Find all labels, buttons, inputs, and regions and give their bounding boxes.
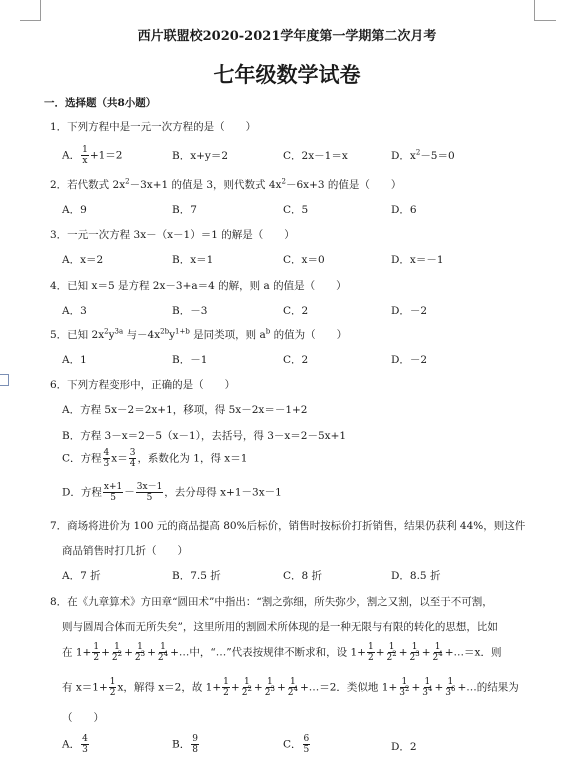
q2-option-a: A．9	[62, 204, 87, 216]
q6-option-b: B．方程 3－x＝2－5（x－1），去括号，得 3－x＝2－5x+1	[62, 430, 347, 442]
q2-option-c: C．5	[283, 204, 309, 216]
question-5-stem: 5．已知 $2x^2y^{3a}$ 与$-4x^{2b}y^{1+b}$ 是同类项，则 $a^b$ 的值为（ ）	[50, 327, 348, 341]
q7-option-b: B．7.5 折	[172, 570, 221, 582]
q6-option-c: C．方程 $\frac{4}{3}$ x＝ $\frac{3}{4}$ ，系数化为 1，得 x＝1	[62, 448, 248, 469]
question-8-stem-line-3: 在 1+ $\frac{1}{2}$ + $\frac{1}{2^2}$ + $\frac{1}{2^3}$ + $\frac{1}{2^4}$ +…中，“…”代表按规律不断求和，设 1+ $\frac{1}{2}$ + $\frac{1}{2^2}$ + $\frac{1}{2^3}$ + $\frac{1}{2^4}$ +…＝x．则	[62, 642, 502, 663]
crop-mark-left-v	[40, 0, 41, 20]
q8-option-d: D．2	[391, 741, 417, 753]
q5-option-c: C．2	[283, 354, 309, 366]
q8-option-a: A． $\frac{4}{3}$	[62, 734, 88, 755]
q5-option-d: D．－2	[391, 354, 428, 366]
question-6-stem: 6．下列方程变形中，正确的是（ ）	[50, 379, 236, 391]
q1-option-d: D．$x^2-5=0$	[391, 148, 455, 162]
crop-mark-left-h	[20, 20, 41, 21]
question-1-stem: 1．下列方程中是一元一次方程的是（ ）	[50, 121, 257, 133]
q1-option-a: A． $\frac{1}{x}$ +1＝2	[62, 145, 123, 166]
q3-option-b: B．x＝1	[172, 254, 214, 266]
q4-option-a: A．3	[62, 305, 87, 317]
q7-option-c: C．8 折	[283, 570, 323, 582]
q8-option-c: C． $\frac{6}{5}$	[283, 734, 310, 755]
q2-option-b: B．7	[172, 204, 197, 216]
q1-option-b: B．x+y＝2	[172, 150, 229, 162]
q2-option-d: D．6	[391, 204, 417, 216]
exam-subtitle: 西片联盟校2020-2021学年度第一学期第二次月考	[137, 29, 437, 44]
q5-option-a: A．1	[62, 354, 87, 366]
question-8-stem-line-2: 则与圆周合体而无所失矣”，这里所用的割圆术所体现的是一种无限与有限的转化的思想，比如	[62, 621, 498, 633]
crop-mark-right-h	[534, 20, 556, 21]
question-4-stem: 4．已知 x＝5 是方程 2x－3+a＝4 的解，则 a 的值是（ ）	[50, 280, 347, 292]
question-2-stem: 2．若代数式 $2x^2-3x+1$ 的值是 3，则代数式 $4x^2-6x+3$ 的值是（ ）	[50, 177, 402, 191]
q7-option-a: A．7 折	[62, 570, 101, 582]
question-7-stem-line-1: 7．商场将进价为 100 元的商品提高 80%后标价，销售时按标价打折销售，结果仍获利 44%，则这件	[50, 520, 526, 532]
q6-option-d: D．方程 $\frac{x+1}{5}$ － $\frac{3x-1}{5}$ ，去分母得 x+1－3x－1	[62, 482, 282, 503]
question-8-stem-line-1: 8．在《九章算术》方田章“圆田术”中指出：“割之弥细，所失弥少，割之又割，以至于不可割，	[50, 596, 493, 608]
q3-option-d: D．x＝－1	[391, 254, 444, 266]
q3-option-a: A．x＝2	[62, 254, 104, 266]
document-side-icon	[0, 374, 9, 386]
q5-option-b: B．－1	[172, 354, 208, 366]
q3-option-c: C．x＝0	[283, 254, 325, 266]
question-8-stem-line-4: 有 x＝1+ $\frac{1}{2}$ x，解得 x＝2，故 1+ $\frac{1}{2}$ + $\frac{1}{2^2}$ + $\frac{1}{2^3}$ + $\frac{1}{2^4}$ +…＝2．类似地 1+ $\frac{1}{3^2}$ + $\frac{1}{3^4}$ + $\frac{1}{3^6}$ +…的结果为	[62, 677, 519, 698]
q7-option-d: D．8.5 折	[391, 570, 441, 582]
q4-option-d: D．－2	[391, 305, 428, 317]
question-3-stem: 3．一元一次方程 3x－（x－1）＝1 的解是（ ）	[50, 229, 295, 241]
section-title: 一．选择题（共8小题）	[44, 97, 157, 109]
q6-option-a: A．方程 5x－2＝2x+1，移项，得 5x－2x＝－1+2	[62, 404, 308, 416]
page-title: 七年级数学试卷	[213, 62, 361, 87]
q4-option-c: C．2	[283, 305, 309, 317]
q4-option-b: B．－3	[172, 305, 208, 317]
q1-option-c: C．2x－1＝x	[283, 150, 348, 162]
question-8-answer-paren: （ ）	[62, 712, 104, 724]
question-7-stem-line-2: 商品销售时打几折（ ）	[62, 545, 188, 557]
crop-mark-right-v	[534, 0, 535, 20]
q8-option-b: B． $\frac{9}{8}$	[172, 734, 198, 755]
